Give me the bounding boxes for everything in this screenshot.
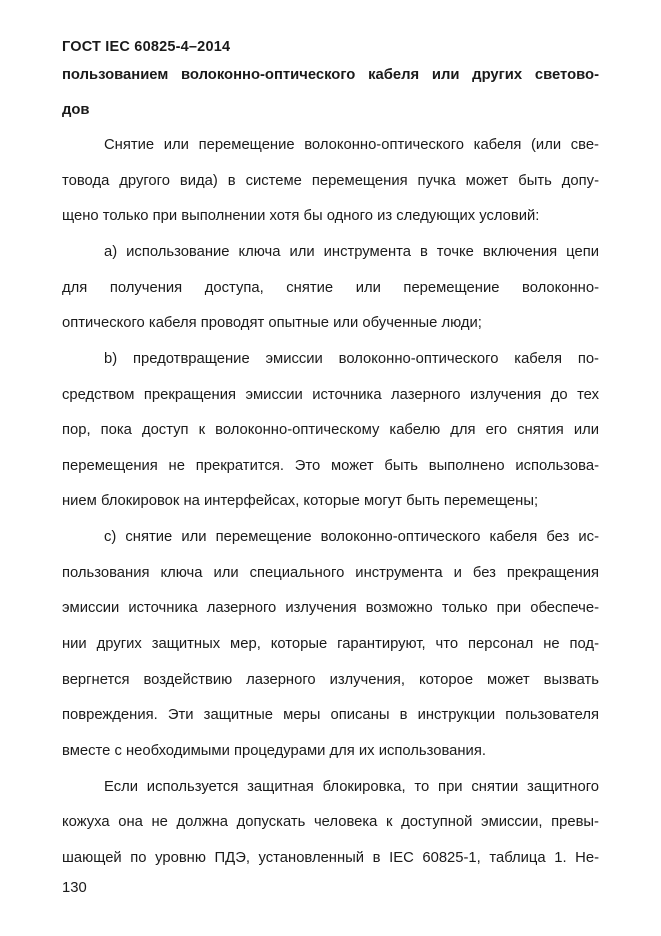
list-item-a-line: для получения доступа, снятие или перемещение волоконно- [62,280,599,296]
list-item-c-line: вергнется воздействию лазерного излучения, которое может вызвать [62,672,599,688]
list-item-c-line: нии других защитных мер, которые гарантируют, что персонал не под- [62,636,599,652]
heading-line-1: пользованием волоконно-оптического кабеля или других светово- [62,67,599,83]
paragraph-line: шающей по уровню ПДЭ, установленный в IEC 60825-1, таблица 1. Не- [62,850,599,866]
paragraph-line: кожуха она не должна допускать человека к доступной эмиссии, превы- [62,814,599,830]
paragraph-line: товода другого вида) в системе перемещения пучка может быть допу- [62,173,599,189]
paragraph-line: Если используется защитная блокировка, то при снятии защитного [104,779,599,795]
list-item-c-line: повреждения. Эти защитные меры описаны в инструкции пользователя [62,707,599,723]
paragraph-line: щено только при выполнении хотя бы одного из следующих условий: [62,208,540,224]
list-item-b-line: нием блокировок на интерфейсах, которые могут быть перемещены; [62,493,539,509]
page-number: 130 [62,880,87,896]
list-item-b-line: b) предотвращение эмиссии волоконно-оптического кабеля по- [104,351,599,367]
list-item-a-line: a) использование ключа или инструмента в точке включения цепи [104,244,599,260]
paragraph-line: Снятие или перемещение волоконно-оптического кабеля (или све- [104,137,599,153]
list-item-b-line: пор, пока доступ к волоконно-оптическому кабелю для его снятия или [62,422,599,438]
document-header: ГОСТ IEC 60825-4–2014 [62,39,231,55]
list-item-c-line: эмиссии источника лазерного излучения возможно только при обеспече- [62,600,599,616]
heading-line-2: дов [62,102,90,118]
list-item-b-line: средством прекращения эмиссии источника лазерного излучения до тех [62,387,599,403]
list-item-c-line: вместе с необходимыми процедурами для их использования. [62,743,486,759]
list-item-a-line: оптического кабеля проводят опытные или обученные люди; [62,315,482,331]
list-item-b-line: перемещения не прекратится. Это может быть выполнено использова- [62,458,599,474]
list-item-c-line: пользования ключа или специального инструмента и без прекращения [62,565,599,581]
list-item-c-line: c) снятие или перемещение волоконно-оптического кабеля без ис- [104,529,599,545]
